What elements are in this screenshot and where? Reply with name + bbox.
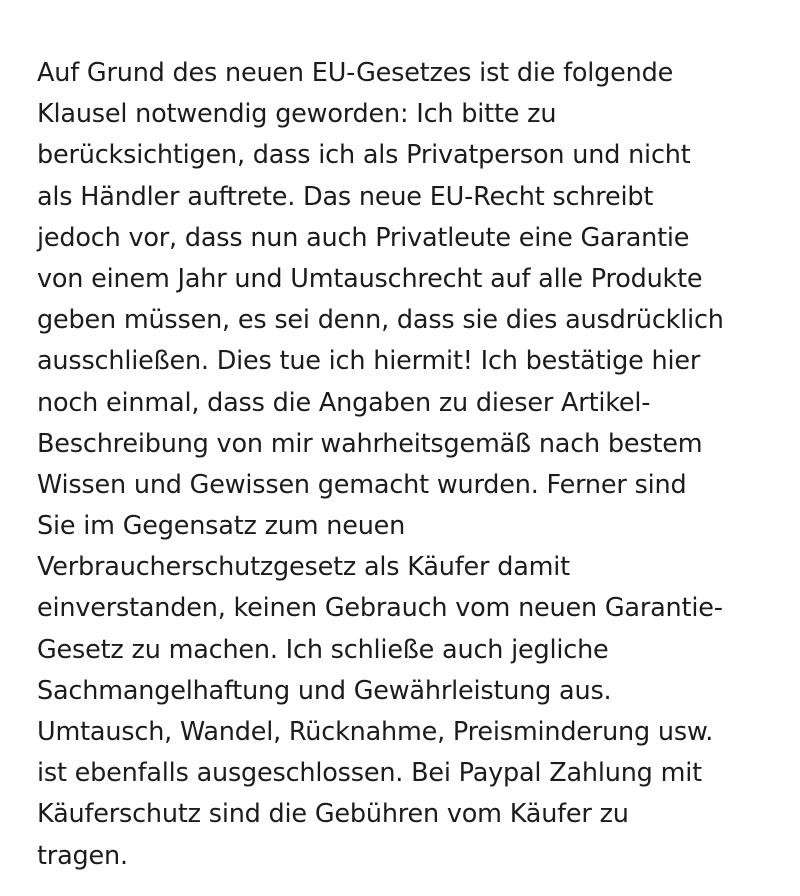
- text-line: noch einmal, dass die Angaben zu dieser Artikel-: [37, 387, 651, 418]
- text-line: Gesetz zu machen. Ich schließe auch jegliche: [37, 634, 609, 665]
- text-line: Sachmangelhaftung und Gewährleistung aus.: [37, 675, 612, 706]
- text-line: ausschließen. Dies tue ich hiermit! Ich bestätige hier: [37, 346, 701, 377]
- text-line: einverstanden, keinen Gebrauch vom neuen Garantie-: [37, 593, 723, 624]
- text-line: von einem Jahr und Umtauschrecht auf alle Produkte: [37, 263, 703, 294]
- text-line: Umtausch, Wandel, Rücknahme, Preisminderung usw.: [37, 717, 714, 747]
- text-line: Beschreibung von mir wahrheitsgemäß nach bestem: [37, 428, 703, 459]
- text-line: geben müssen, es sei denn, dass sie dies ausdrücklich: [37, 305, 724, 336]
- disclaimer-text: [37, 53, 777, 877]
- text-line: Auf Grund des neuen EU-Gesetzes ist die folgende: [37, 58, 674, 88]
- text-line: Käuferschutz sind die Gebühren vom Käufer zu: [37, 799, 629, 830]
- text-line: ist ebenfalls ausgeschlossen. Bei Paypal Zahlung mit: [37, 758, 702, 789]
- text-line: Klausel notwendig geworden: Ich bitte zu: [37, 99, 557, 130]
- text-line: als Händler auftrete. Das neue EU-Recht schreibt: [37, 181, 654, 212]
- text-line: jedoch vor, dass nun auch Privatleute eine Garantie: [37, 222, 690, 253]
- text-line: Wissen und Gewissen gemacht wurden. Ferner sind: [37, 469, 687, 500]
- text-line: Verbraucherschutzgesetz als Käufer damit: [37, 552, 570, 583]
- text-line: tragen.: [37, 840, 128, 871]
- text-line: Sie im Gegensatz zum neuen: [37, 511, 406, 542]
- text-line: berücksichtigen, dass ich als Privatperson und nicht: [37, 140, 691, 171]
